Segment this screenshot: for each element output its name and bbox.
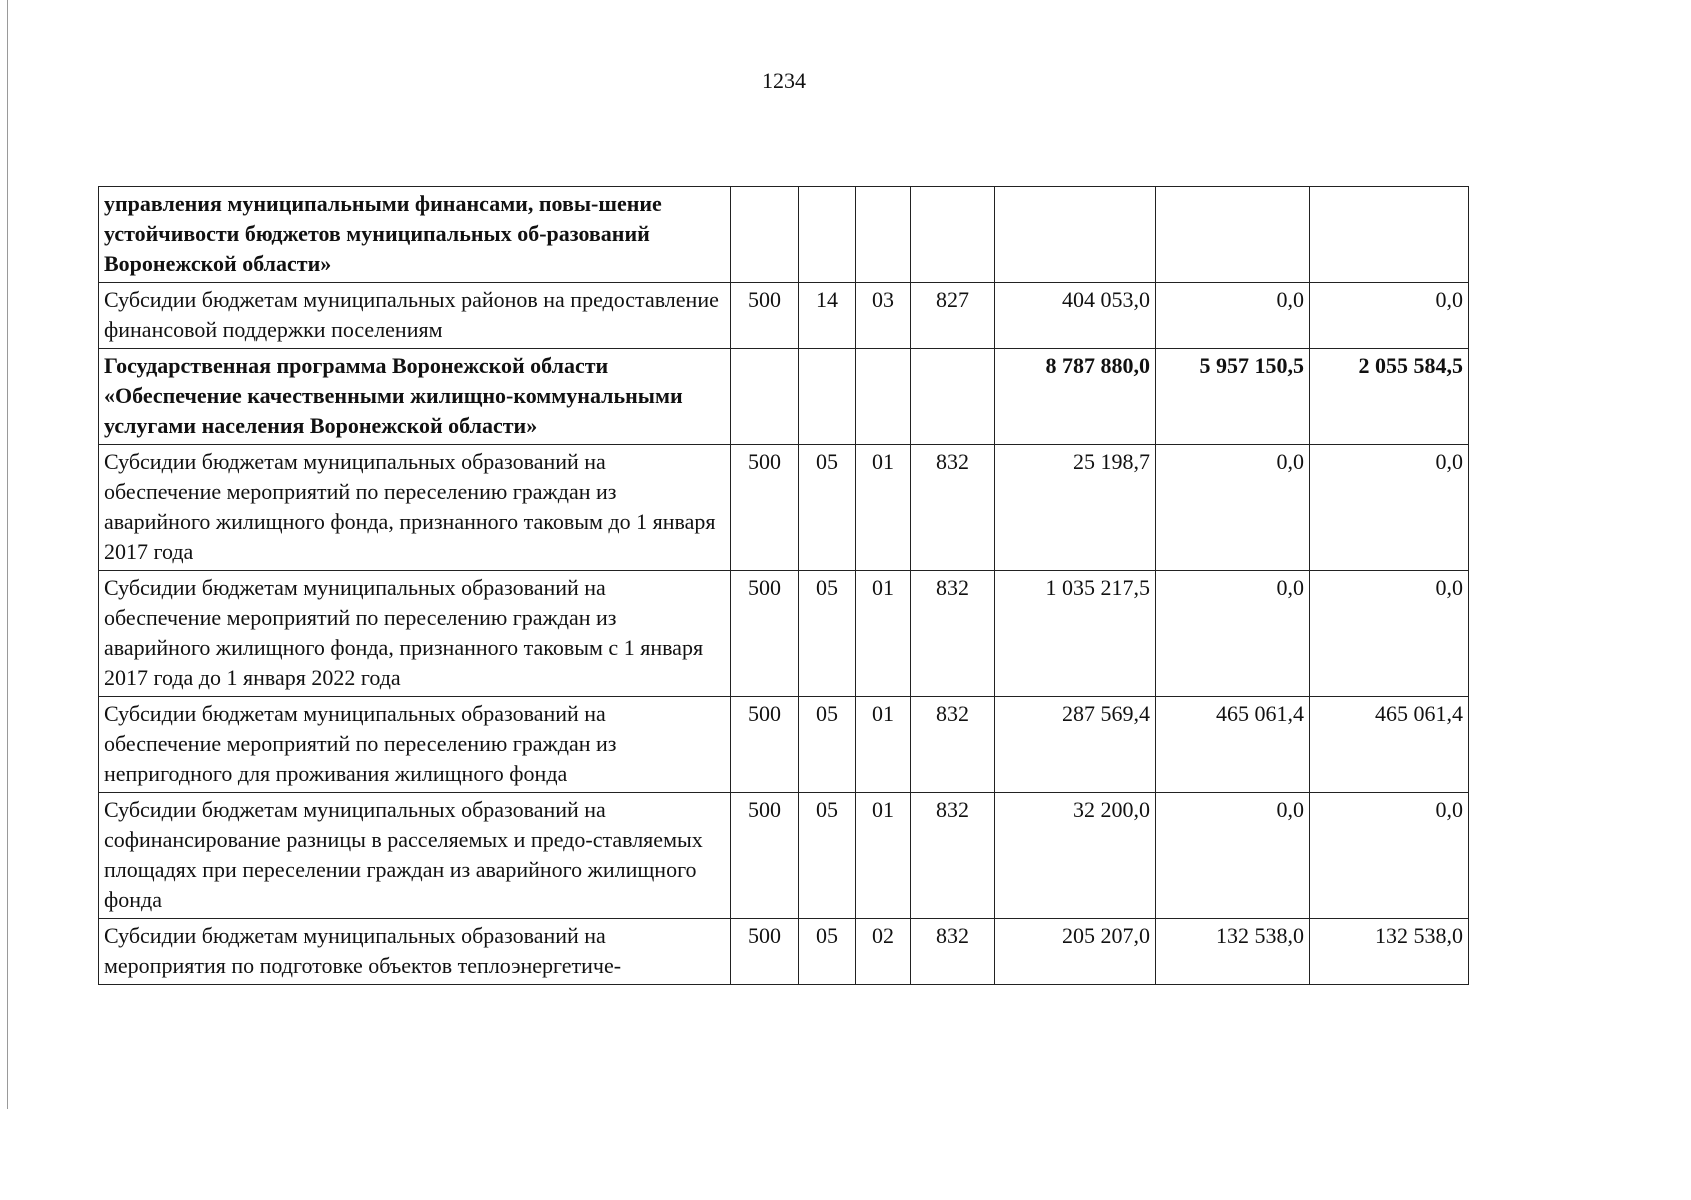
- code-subsection: 03: [856, 283, 911, 349]
- row-name: Субсидии бюджетам муниципальных образований на обеспечение мероприятий по переселению граждан из аварийного жилищного фонда, признанного таковым до 1 января 2017 года: [99, 445, 731, 571]
- amount-3: 0,0: [1310, 571, 1469, 697]
- amount-1: 25 198,7: [995, 445, 1156, 571]
- code-section: [799, 349, 856, 445]
- amount-2: 5 957 150,5: [1156, 349, 1310, 445]
- code-target: 832: [911, 445, 995, 571]
- code-target: 832: [911, 919, 995, 985]
- code-target: [911, 349, 995, 445]
- code-target: 827: [911, 283, 995, 349]
- amount-2: 132 538,0: [1156, 919, 1310, 985]
- amount-2: [1156, 187, 1310, 283]
- row-name: Субсидии бюджетам муниципальных образований на обеспечение мероприятий по переселению граждан из непригодного для проживания жилищного фонда: [99, 697, 731, 793]
- budget-table: [98, 186, 1469, 985]
- row-name: Субсидии бюджетам муниципальных образований на мероприятия по подготовке объектов теплоэнергетиче-: [99, 919, 731, 985]
- code-section: 14: [799, 283, 856, 349]
- amount-1: 32 200,0: [995, 793, 1156, 919]
- row-name: Государственная программа Воронежской области «Обеспечение качественными жилищно-коммунальными услугами населения Воронежской области»: [99, 349, 731, 445]
- table-row: [99, 349, 1469, 445]
- amount-3: [1310, 187, 1469, 283]
- table-row: [99, 919, 1469, 985]
- code-admin: 500: [731, 919, 799, 985]
- table-row: [99, 571, 1469, 697]
- code-target: 832: [911, 697, 995, 793]
- code-admin: 500: [731, 697, 799, 793]
- code-admin: [731, 349, 799, 445]
- code-target: [911, 187, 995, 283]
- code-section: 05: [799, 793, 856, 919]
- code-subsection: 01: [856, 697, 911, 793]
- amount-1: 1 035 217,5: [995, 571, 1156, 697]
- amount-1: 287 569,4: [995, 697, 1156, 793]
- code-subsection: 02: [856, 919, 911, 985]
- code-admin: [731, 187, 799, 283]
- amount-3: 132 538,0: [1310, 919, 1469, 985]
- code-subsection: 01: [856, 445, 911, 571]
- table-row: [99, 187, 1469, 283]
- code-subsection: 01: [856, 793, 911, 919]
- page-number: 1234: [762, 68, 806, 93]
- table-row: [99, 283, 1469, 349]
- amount-1: 404 053,0: [995, 283, 1156, 349]
- row-name: Субсидии бюджетам муниципальных образований на софинансирование разницы в расселяемых и предо-ставляемых площадях при переселении граждан из аварийного жилищного фонда: [99, 793, 731, 919]
- code-admin: 500: [731, 571, 799, 697]
- code-admin: 500: [731, 793, 799, 919]
- amount-2: 0,0: [1156, 445, 1310, 571]
- amount-1: [995, 187, 1156, 283]
- amount-3: 2 055 584,5: [1310, 349, 1469, 445]
- code-section: [799, 187, 856, 283]
- amount-3: 0,0: [1310, 793, 1469, 919]
- table-row: [99, 445, 1469, 571]
- code-subsection: [856, 187, 911, 283]
- code-target: 832: [911, 793, 995, 919]
- code-subsection: [856, 349, 911, 445]
- amount-2: 465 061,4: [1156, 697, 1310, 793]
- code-section: 05: [799, 571, 856, 697]
- code-section: 05: [799, 445, 856, 571]
- amount-3: 0,0: [1310, 445, 1469, 571]
- row-name: Субсидии бюджетам муниципальных районов на предоставление финансовой поддержки поселениям: [99, 283, 731, 349]
- row-name: управления муниципальными финансами, повы-шение устойчивости бюджетов муниципальных об-разований Воронежской области»: [99, 187, 731, 283]
- code-section: 05: [799, 697, 856, 793]
- amount-3: 0,0: [1310, 283, 1469, 349]
- amount-2: 0,0: [1156, 793, 1310, 919]
- code-admin: 500: [731, 283, 799, 349]
- amount-1: 8 787 880,0: [995, 349, 1156, 445]
- code-admin: 500: [731, 445, 799, 571]
- scan-edge-line: [7, 0, 8, 1109]
- amount-3: 465 061,4: [1310, 697, 1469, 793]
- code-section: 05: [799, 919, 856, 985]
- table-row: [99, 793, 1469, 919]
- row-name: Субсидии бюджетам муниципальных образований на обеспечение мероприятий по переселению граждан из аварийного жилищного фонда, признанного таковым с 1 января 2017 года до 1 января 2022 года: [99, 571, 731, 697]
- amount-2: 0,0: [1156, 571, 1310, 697]
- code-target: 832: [911, 571, 995, 697]
- table-row: [99, 697, 1469, 793]
- code-subsection: 01: [856, 571, 911, 697]
- amount-2: 0,0: [1156, 283, 1310, 349]
- amount-1: 205 207,0: [995, 919, 1156, 985]
